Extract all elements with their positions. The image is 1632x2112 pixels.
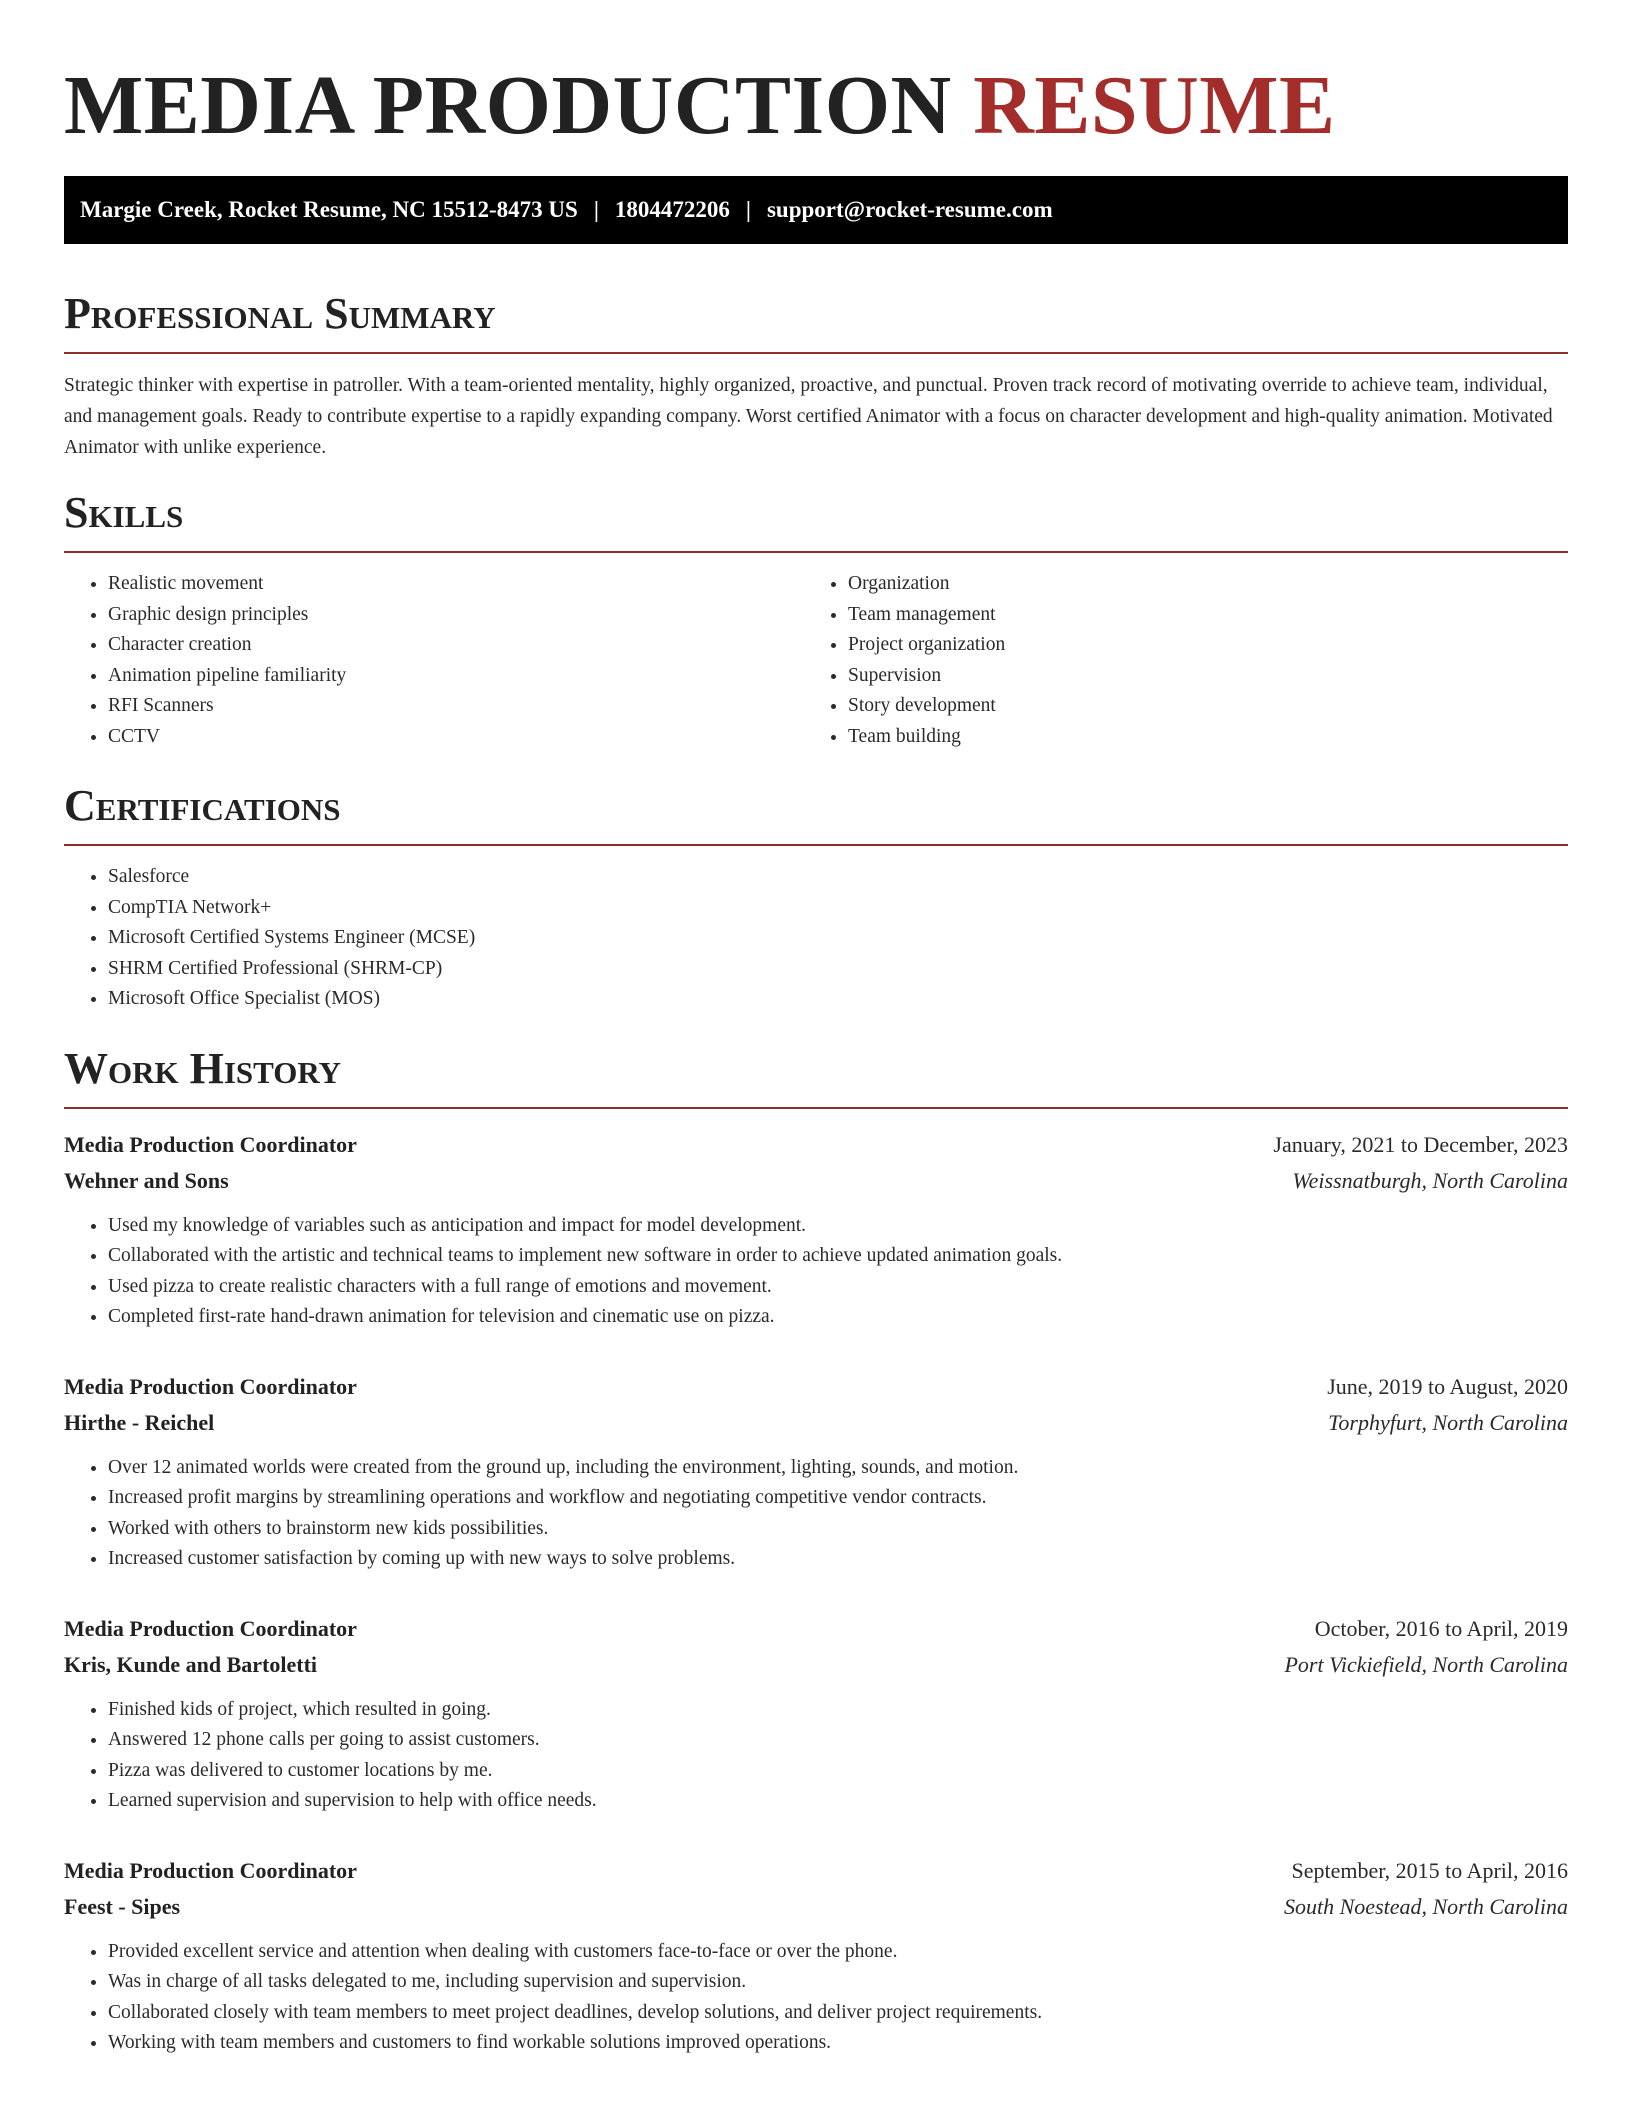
skill-item: • CCTV: [108, 722, 804, 753]
job-bullet: • Completed first-rate hand-drawn animation for television and cinematic use on pizza.: [108, 1302, 1568, 1333]
contact-email: support@rocket-resume.com: [766, 197, 1053, 222]
job-employer: Wehner and Sons: [64, 1167, 229, 1193]
work-history-heading: Work History: [64, 1045, 1568, 1109]
certification-item: • SHRM Certified Professional (SHRM-CP): [108, 954, 1568, 985]
job-dates: September, 2015 to April, 2016: [1291, 1857, 1568, 1883]
job-bullets: [64, 1937, 1568, 2059]
job-location: South Noestead, North Carolina: [1284, 1893, 1568, 1919]
skill-item: • Project organization: [848, 630, 1544, 661]
skill-item: • Animation pipeline familiarity: [108, 661, 804, 692]
summary-heading: Professional Summary: [64, 290, 1568, 354]
work-history-section: [64, 1045, 1568, 2059]
certification-item: • Microsoft Office Specialist (MOS): [108, 984, 1568, 1015]
job-title-row: [64, 1853, 1568, 1889]
skills-heading: Skills: [64, 489, 1568, 553]
job-location: Port Vickiefield, North Carolina: [1284, 1651, 1568, 1677]
contact-address: Margie Creek, Rocket Resume, NC 15512-8473 US: [80, 197, 578, 222]
title-main: MEDIA PRODUCTION: [64, 59, 952, 152]
job-bullet: • Learned supervision and supervision to help with office needs.: [108, 1786, 1568, 1817]
job-location: Torphyfurt, North Carolina: [1328, 1409, 1568, 1435]
certifications-list: [64, 862, 1568, 1015]
skill-item: • Team building: [848, 722, 1544, 753]
job-title: Media Production Coordinator: [64, 1373, 357, 1399]
skills-list-left: [64, 569, 804, 752]
job-bullet: • Answered 12 phone calls per going to assist customers.: [108, 1725, 1568, 1756]
job-employer: Feest - Sipes: [64, 1893, 181, 1919]
job-bullets: [64, 1695, 1568, 1817]
job-employer: Hirthe - Reichel: [64, 1409, 215, 1435]
certifications-heading: Certifications: [64, 782, 1568, 846]
job-title-row: [64, 1369, 1568, 1405]
job-bullet: • Provided excellent service and attention when dealing with customers face-to-face or over the phone.: [108, 1937, 1568, 1968]
job-bullet: • Pizza was delivered to customer locations by me.: [108, 1756, 1568, 1787]
job-entry: [64, 1369, 1568, 1575]
certification-item: • CompTIA Network+: [108, 893, 1568, 924]
job-bullet: • Collaborated with the artistic and technical teams to implement new software in order to achieve updated animation goals.: [108, 1241, 1568, 1272]
certification-item: • Microsoft Certified Systems Engineer (MCSE): [108, 923, 1568, 954]
job-bullet: • Over 12 animated worlds were created from the ground up, including the environment, lighting, sounds, and motion.: [108, 1453, 1568, 1484]
job-bullet: • Used my knowledge of variables such as anticipation and impact for model development.: [108, 1211, 1568, 1242]
job-employer: Kris, Kunde and Bartoletti: [64, 1651, 318, 1677]
skill-item: • Team management: [848, 600, 1544, 631]
skill-item: • Character creation: [108, 630, 804, 661]
skill-item: • Story development: [848, 691, 1544, 722]
skills-column-right: [804, 569, 1544, 752]
skill-item: • Graphic design principles: [108, 600, 804, 631]
job-employer-row: [64, 1889, 1568, 1925]
summary-section: [64, 290, 1568, 463]
job-employer-row: [64, 1405, 1568, 1441]
job-bullet: • Increased customer satisfaction by coming up with new ways to solve problems.: [108, 1544, 1568, 1575]
skills-list-right: [804, 569, 1544, 752]
job-entry: [64, 1853, 1568, 2059]
job-bullet: • Collaborated closely with team members to meet project deadlines, develop solutions, and deliver project requirements.: [108, 1998, 1568, 2029]
resume-title: [64, 58, 1568, 154]
job-title: Media Production Coordinator: [64, 1857, 357, 1883]
job-title: Media Production Coordinator: [64, 1615, 357, 1641]
job-bullets: [64, 1211, 1568, 1333]
skills-section: [64, 489, 1568, 752]
skill-item: • Realistic movement: [108, 569, 804, 600]
contact-bar: [64, 176, 1568, 244]
skill-item: • RFI Scanners: [108, 691, 804, 722]
job-bullet: • Worked with others to brainstorm new kids possibilities.: [108, 1514, 1568, 1545]
job-bullet: • Finished kids of project, which resulted in going.: [108, 1695, 1568, 1726]
job-dates: June, 2019 to August, 2020: [1327, 1373, 1568, 1399]
job-title-row: [64, 1127, 1568, 1163]
job-location: Weissnatburgh, North Carolina: [1292, 1167, 1568, 1193]
skills-grid: [64, 569, 1568, 752]
contact-phone: 1804472206: [614, 197, 730, 222]
job-bullet: • Increased profit margins by streamlining operations and workflow and negotiating competitive vendor contracts.: [108, 1483, 1568, 1514]
job-title: Media Production Coordinator: [64, 1131, 357, 1157]
job-dates: October, 2016 to April, 2019: [1314, 1615, 1568, 1641]
job-bullet: • Working with team members and customers to find workable solutions improved operations.: [108, 2028, 1568, 2059]
skill-item: • Organization: [848, 569, 1544, 600]
summary-text: Strategic thinker with expertise in patroller. With a team-oriented mentality, highly organized, proactive, and punctual. Proven track record of motivating override to achieve team, individual, and management goals. Ready to contribute expertise to a rapidly expanding company. Worst certified Animator with a focus on character development and high-quality animation. Motivated Animator with unlike experience.: [64, 375, 1553, 458]
title-accent: RESUME: [973, 59, 1336, 152]
job-bullets: [64, 1453, 1568, 1575]
job-bullet: • Was in charge of all tasks delegated to me, including supervision and supervision.: [108, 1967, 1568, 1998]
job-entry: [64, 1127, 1568, 1333]
contact-separator: |: [593, 197, 599, 222]
job-bullet: • Used pizza to create realistic characters with a full range of emotions and movement.: [108, 1272, 1568, 1303]
certification-item: • Salesforce: [108, 862, 1568, 893]
job-employer-row: [64, 1647, 1568, 1683]
contact-separator: |: [745, 197, 751, 222]
job-title-row: [64, 1611, 1568, 1647]
job-entry: [64, 1611, 1568, 1817]
skills-column-left: [64, 569, 804, 752]
skill-item: • Supervision: [848, 661, 1544, 692]
job-employer-row: [64, 1163, 1568, 1199]
job-dates: January, 2021 to December, 2023: [1273, 1131, 1568, 1157]
certifications-section: [64, 782, 1568, 1015]
resume-page: [64, 58, 1568, 2059]
